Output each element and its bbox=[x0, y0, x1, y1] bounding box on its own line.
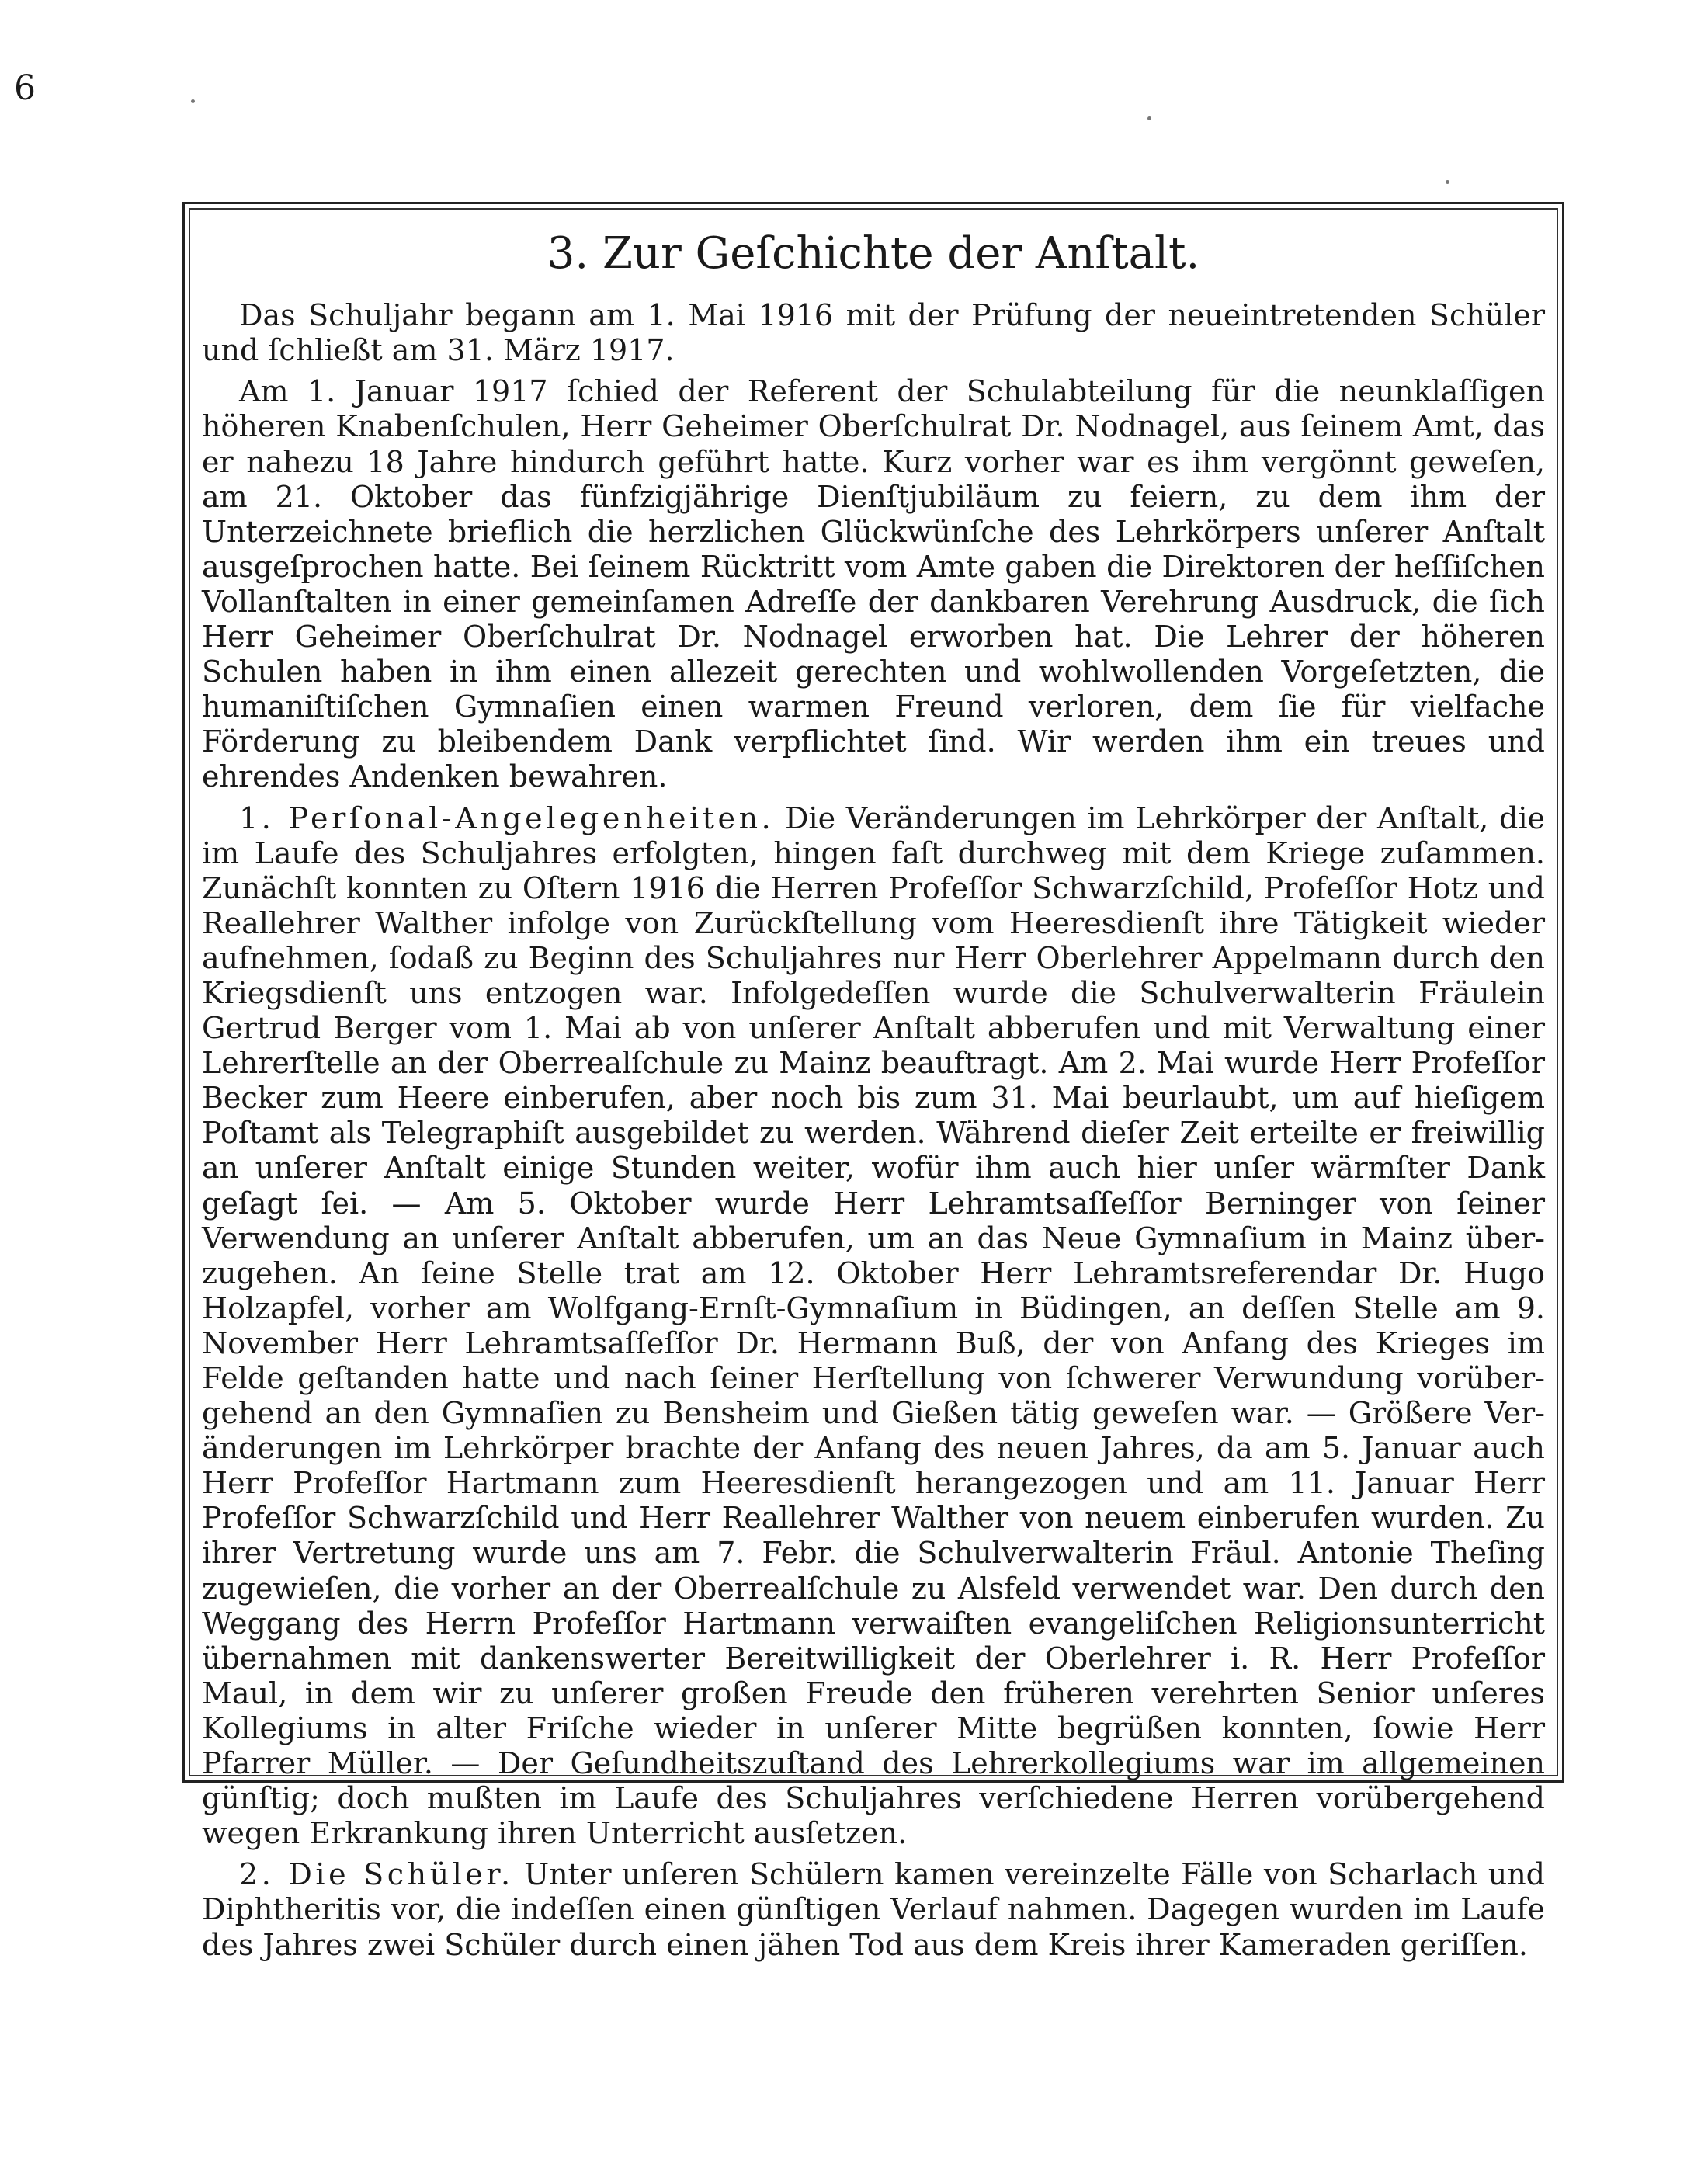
scan-speck bbox=[191, 99, 195, 103]
paragraph-heading: 2. Die Schüler. bbox=[239, 1857, 514, 1892]
paragraph-text: Die Veränderungen im Lehrkörper der Anſtalt, die im Laufe des Schuljahres erfolgten, hingen faſt durchweg mit dem Kriege zuſammen. Zunächſt konnten zu Oſtern 1916 die Herren Profeſſor Schwarzſchild, Profeſſor Hotz und Reallehrer Walther infolge von Zurückſtellung vom Heeresdienſt ihre Tätigkeit wieder aufnehmen, ſodaß zu Beginn des Schuljahres nur Herr Oberlehrer Appelmann durch den Kriegsdienſt uns entzogen war. Infolgedeſſen wurde die Schulverwalterin Fräulein Gertrud Berger vom 1. Mai ab von unſerer Anſtalt abberufen und mit Verwaltung einer Lehrerſtelle an der Oberrealſchule zu Mainz beauftragt. Am 2. Mai wurde Herr Profeſſor Becker zum Heere einberufen, aber noch bis zum 31. Mai beurlaubt, um auf hieſigem Poſtamt als Telegraphiſt ausgebildet zu werden. Während dieſer Zeit erteilte er freiwillig an unſerer Anſtalt einige Stunden weiter, wofür ihm auch hier unſer wärmſter Dank geſagt ſei. — Am 5. Oktober wurde Herr Lehramtsaſſeſſor Berninger von ſeiner Verwendung an unſerer Anſtalt abberufen, um an das Neue Gymnaſium in Mainz überzugehen. An ſeine Stelle trat am 12. Oktober Herr Lehramtsreferendar Dr. Hugo Holzapfel, vorher am Wolfgang-Ernſt-Gymnaſium in Büdingen, an deſſen Stelle am 9. November Herr Lehramtsaſſeſſor Dr. Hermann Buß, der von Anfang des Krieges im Felde geſtanden hatte und nach ſeiner Herſtellung von ſchwerer Verwundung vorübergehend an den Gymnaſien zu Bensheim und Gießen tätig geweſen war. — Größere Veränderungen im Lehrkörper brachte der Anfang des neuen Jahres, da am 5. Januar auch Herr Profeſſor Hartmann zum Heeresdienſt herangezogen und am 11. Januar Herr Profeſſor Schwarzſchild und Herr Reallehrer Walther von neuem einberufen wurden. Zu ihrer Vertretung wurde uns am 7. Febr. die Schulverwalterin Fräul. Antonie Theſing zugewieſen, die vorher an der Oberrealſchule zu Alsfeld verwendet war. Den durch den Weggang des Herrn Profeſſor Hartmann verwaiſten evangeliſchen Religionsunterricht übernahmen mit dankenswerter Bereitwilligkeit der Oberlehrer i. R. Herr Profeſſor Maul, in dem wir zu unſerer großen Freude den früheren verehrten Senior unſeres Kollegiums in alter Friſche wieder in unſerer Mitte begrüßen konnten, ſowie Herr Pfarrer Müller. — Der Geſundheitszuſtand des Lehrerkollegiums war im allgemeinen günſtig; doch mußten im Laufe des Schuljahres verſchiedene Herren vorübergehend wegen Erkrankung ihren Unterricht ausſetzen. bbox=[202, 800, 1545, 1851]
paragraph-school-year bbox=[202, 298, 1545, 368]
paragraph-text: Unter unſeren Schülern kamen vereinzelte Fälle von Scharlach und Diphtheritis vor, die indeſſen einen günſtigen Verlauf nahmen. Dagegen wurden im Laufe des Jahres zwei Schüler durch einen jähen Tod aus dem Kreis ihrer Kameraden geriſſen. bbox=[202, 1857, 1545, 1962]
paragraph-personnel bbox=[202, 801, 1545, 1852]
section-content bbox=[202, 227, 1545, 1962]
scan-speck bbox=[1446, 180, 1449, 184]
text-frame bbox=[182, 202, 1564, 1962]
section-title: 3. Zur Geſchichte der Anſtalt. bbox=[547, 228, 1200, 279]
page-number: 6 bbox=[14, 68, 36, 108]
paragraph-nodnagel bbox=[202, 374, 1545, 794]
paragraph-students bbox=[202, 1857, 1545, 1962]
paragraph-heading: 1. Perſonal-Angelegenheiten. bbox=[239, 800, 775, 835]
paragraph-text: Am 1. Januar 1917 ſchied der Referent der Schulabteilung für die neunklaſſigen höheren Knabenſchulen, Herr Geheimer Oberſchulrat Dr. Nodnagel, aus ſeinem Amt, das er nahezu 18 Jahre hindurch geführt hatte. Kurz vorher war es ihm vergönnt geweſen, am 21. Oktober das fünfzigjährige Dienſtjubiläum zu feiern, zu dem ihm der Unterzeichnete brieflich die herzlichen Glückwünſche des Lehrkörpers unſerer Anſtalt ausgeſprochen hatte. Bei ſeinem Rücktritt vom Amte gaben die Direktoren der heſſiſchen Vollanſtalten in einer gemeinſamen Adreſſe der dankbaren Verehrung Ausdruck, die ſich Herr Geheimer Oberſchulrat Dr. Nodnagel erworben hat. Die Lehrer der höheren Schulen haben in ihm einen allezeit gerechten und wohlwollenden Vorgeſetzten, die humaniſtiſchen Gymnaſien einen warmen Freund verloren, dem ſie für vielfache Förderung zu bleibendem Dank verpflichtet ſind. Wir werden ihm ein treues und ehrendes Andenken bewahren. bbox=[202, 374, 1545, 794]
scan-speck bbox=[1147, 116, 1151, 120]
paragraph-text: Das Schuljahr begann am 1. Mai 1916 mit der Prüfung der neueintretenden Schüler und ſchließt am 31. März 1917. bbox=[202, 298, 1545, 368]
